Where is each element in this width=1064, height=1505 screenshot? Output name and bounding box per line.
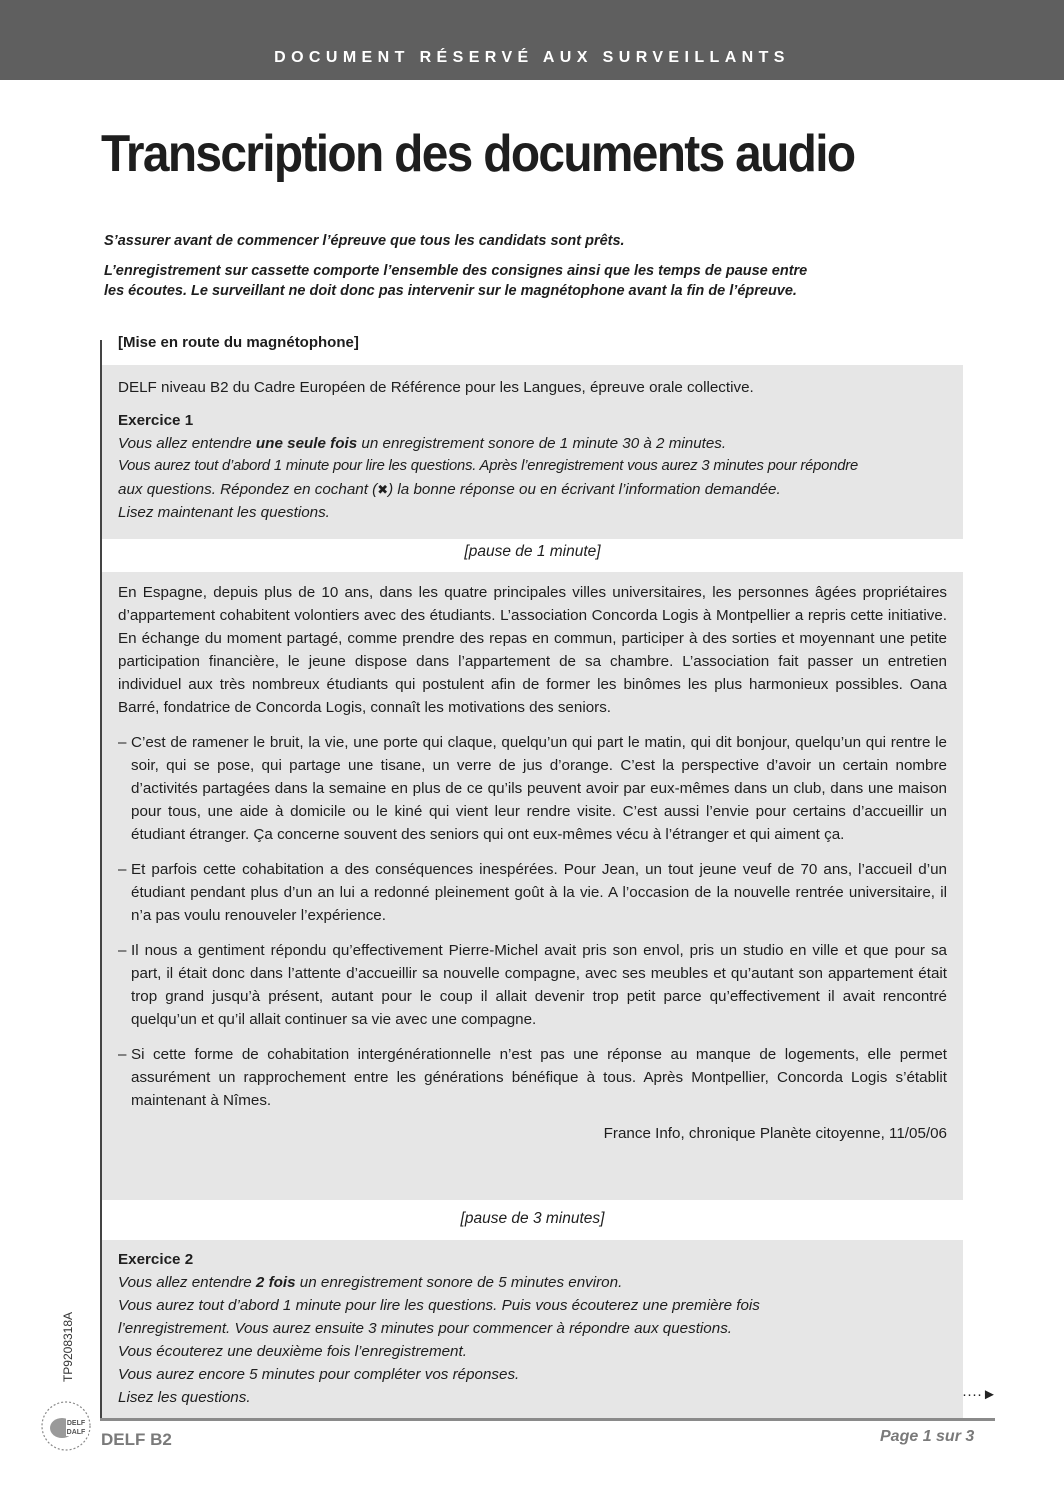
transcript-quote-3 [118, 939, 947, 1031]
svg-text:DALF: DALF [66, 1429, 86, 1436]
pause-3-minutes: [pause de 3 minutes] [460, 1210, 605, 1227]
transcript-box [102, 572, 963, 1200]
exercise-1-line-3b: ) la bonne réponse ou en écrivant l’information demandée. [388, 481, 781, 498]
exercise-1-line-4: Lisez maintenant les questions. [118, 504, 330, 521]
transcript-quote-4-text: Si cette forme de cohabitation intergénérationnelle n’est pas une réponse au manque de logements, elle permet assurément un rapprochement entre les générations bénéfique à tous. Après Montpellier, Concorda Logis s’établit maintenant à Nîmes. [131, 1046, 947, 1109]
exercise-1-title: Exercice 1 [118, 412, 194, 429]
exercise-2-line-4: Vous écouterez une deuxième fois l’enregistrement. [118, 1343, 467, 1360]
exercise-2-line-5: Vous aurez encore 5 minutes pour compléter vos réponses. [118, 1366, 520, 1383]
delf-dalf-logo [38, 1398, 94, 1454]
dash-mark: – [118, 734, 127, 751]
footer-rule [100, 1418, 995, 1421]
exercise-1-box [102, 365, 963, 539]
transcript-paragraph: En Espagne, depuis plus de 10 ans, dans les quatre principales villes universitaires, les personnes âgées propriétaires d’appartement cohabitent volontiers avec des étudiants. L’association Concorda Logis à Montpellier a repris cette initiative. En échange du moment partagé, comme prendre des repas en commun, participer à des sorties et moyennant une petite participation financière, le jeune dispose dans l’appartement de sa chambre. L’association fait passer un entretien individuel aux très nombreux étudiants qui postulent afin de former les binômes les plus harmonieux possibles. Oana Barré, fondatrice de Concorda Logis, connaît les motivations des seniors. [118, 584, 947, 716]
exercise-1-line-1c: un enregistrement sonore de 1 minute 30 à 2 minutes. [357, 435, 727, 452]
transcript-quote-2-text: Et parfois cette cohabitation a des conséquences inespérées. Pour Jean, un tout jeune veuf de 70 ans, l’accueil d’un étudiant pendant plus d’un an lui a redonné pleinement goût à la vie. A l’occasion de la nouvelle rentrée universitaire, il n’a pas voulu renouveler l’expérience. [131, 861, 947, 924]
exercise-2-line-1c: un enregistrement sonore de 5 minutes environ. [295, 1274, 623, 1291]
transcript-quote-1 [118, 731, 947, 846]
transcript-quote-4 [118, 1043, 947, 1112]
exercise-1-line-1 [118, 432, 947, 455]
exercise-2-line-1 [118, 1271, 947, 1294]
transcript-source: France Info, chronique Planète citoyenne, 11/05/06 [603, 1125, 947, 1142]
exercise-2-line-3: l’enregistrement. Vous aurez ensuite 3 minutes pour commencer à répondre aux questions. [118, 1320, 733, 1337]
dash-mark: – [118, 861, 127, 878]
exercise-2-line-6: Lisez les questions. [118, 1389, 251, 1406]
footer-exam-name: DELF B2 [101, 1430, 172, 1449]
exam-intro: DELF niveau B2 du Cadre Européen de Référence pour les Langues, épreuve orale collective. [118, 379, 754, 396]
dash-mark: – [118, 942, 127, 959]
continue-arrow-icon: ····► [962, 1386, 997, 1403]
section-label: [Mise en route du magnétophone] [118, 334, 359, 351]
transcript-quote-2 [118, 858, 947, 927]
exercise-2-emphasis: 2 fois [255, 1274, 296, 1291]
exercise-2-line-1a: Vous allez entendre [118, 1274, 256, 1291]
svg-text:DELF: DELF [66, 1420, 86, 1427]
exercise-1-line-3a: aux questions. Répondez en cochant ( [118, 481, 378, 498]
side-code: TP9208318A [61, 1311, 75, 1383]
header-banner [0, 0, 1064, 80]
dash-mark: – [118, 1046, 127, 1063]
intro-line-2b: les écoutes. Le surveillant ne doit donc pas intervenir sur le magnétophone avant la fin de l’épreuve. [104, 283, 797, 299]
exercise-1-line-2: Vous aurez tout d’abord 1 minute pour lire les questions. Après l’enregistrement vous aurez 3 minutes pour répondre [118, 458, 859, 474]
exercise-1-line-3 [118, 478, 947, 501]
page-title: Transcription des documents audio [101, 125, 855, 183]
intro-line-1: S’assurer avant de commencer l’épreuve que tous les candidats sont prêts. [104, 233, 625, 249]
transcript-quote-3-text: Il nous a gentiment répondu qu’effectivement Pierre-Michel avait pris son envol, pris un studio en ville et que pour sa part, il était donc dans l’attente d’accueillir sa nouvelle compagne, avec ses meubles et qu’autant son appartement était trop grand jusqu’à présent, autant pour le coup il allait devenir trop petit parce qu’effectivement il avait rencontré quelqu’un et qu’il allait continuer sa vie avec une compagne. [131, 942, 947, 1028]
exercise-1-line-1a: Vous allez entendre [118, 435, 256, 452]
exercise-2-line-2: Vous aurez tout d’abord 1 minute pour lire les questions. Puis vous écouterez une première fois [118, 1297, 760, 1314]
pause-1-minute: [pause de 1 minute] [464, 543, 601, 560]
exercise-1-emphasis: une seule fois [255, 435, 358, 452]
intro-line-2a: L’enregistrement sur cassette comporte l’ensemble des consignes ainsi que les temps de pause entre [104, 263, 808, 279]
transcript-quote-1-text: C’est de ramener le bruit, la vie, une porte qui claque, quelqu’un qui part le matin, qui dit bonjour, quelqu’un qui rentre le soir, qui se pose, qui partage une tisane, un verre de jus d’orange. C’est la perspective d’avoir un certain nombre d’activités partagées dans la semaine en plus de ce qu’ils peuvent avoir par eux-mêmes dans un club, dans une maison pour tous, une aide à domicile ou le kiné qui vient leur rendre visite. C’est aussi l’envie pour certains d’accueillir un étudiant étranger. Ça concerne souvent des seniors qui ont eux-mêmes vécu à l’étranger et qui aiment ça. [131, 734, 947, 843]
checkbox-x-icon: ✖ [377, 482, 389, 497]
footer-page-number: Page 1 sur 3 [880, 1428, 975, 1445]
header-banner-text: DOCUMENT RÉSERVÉ AUX SURVEILLANTS [274, 49, 790, 66]
exercise-2-box [102, 1240, 963, 1418]
exercise-2-title: Exercice 2 [118, 1251, 194, 1268]
